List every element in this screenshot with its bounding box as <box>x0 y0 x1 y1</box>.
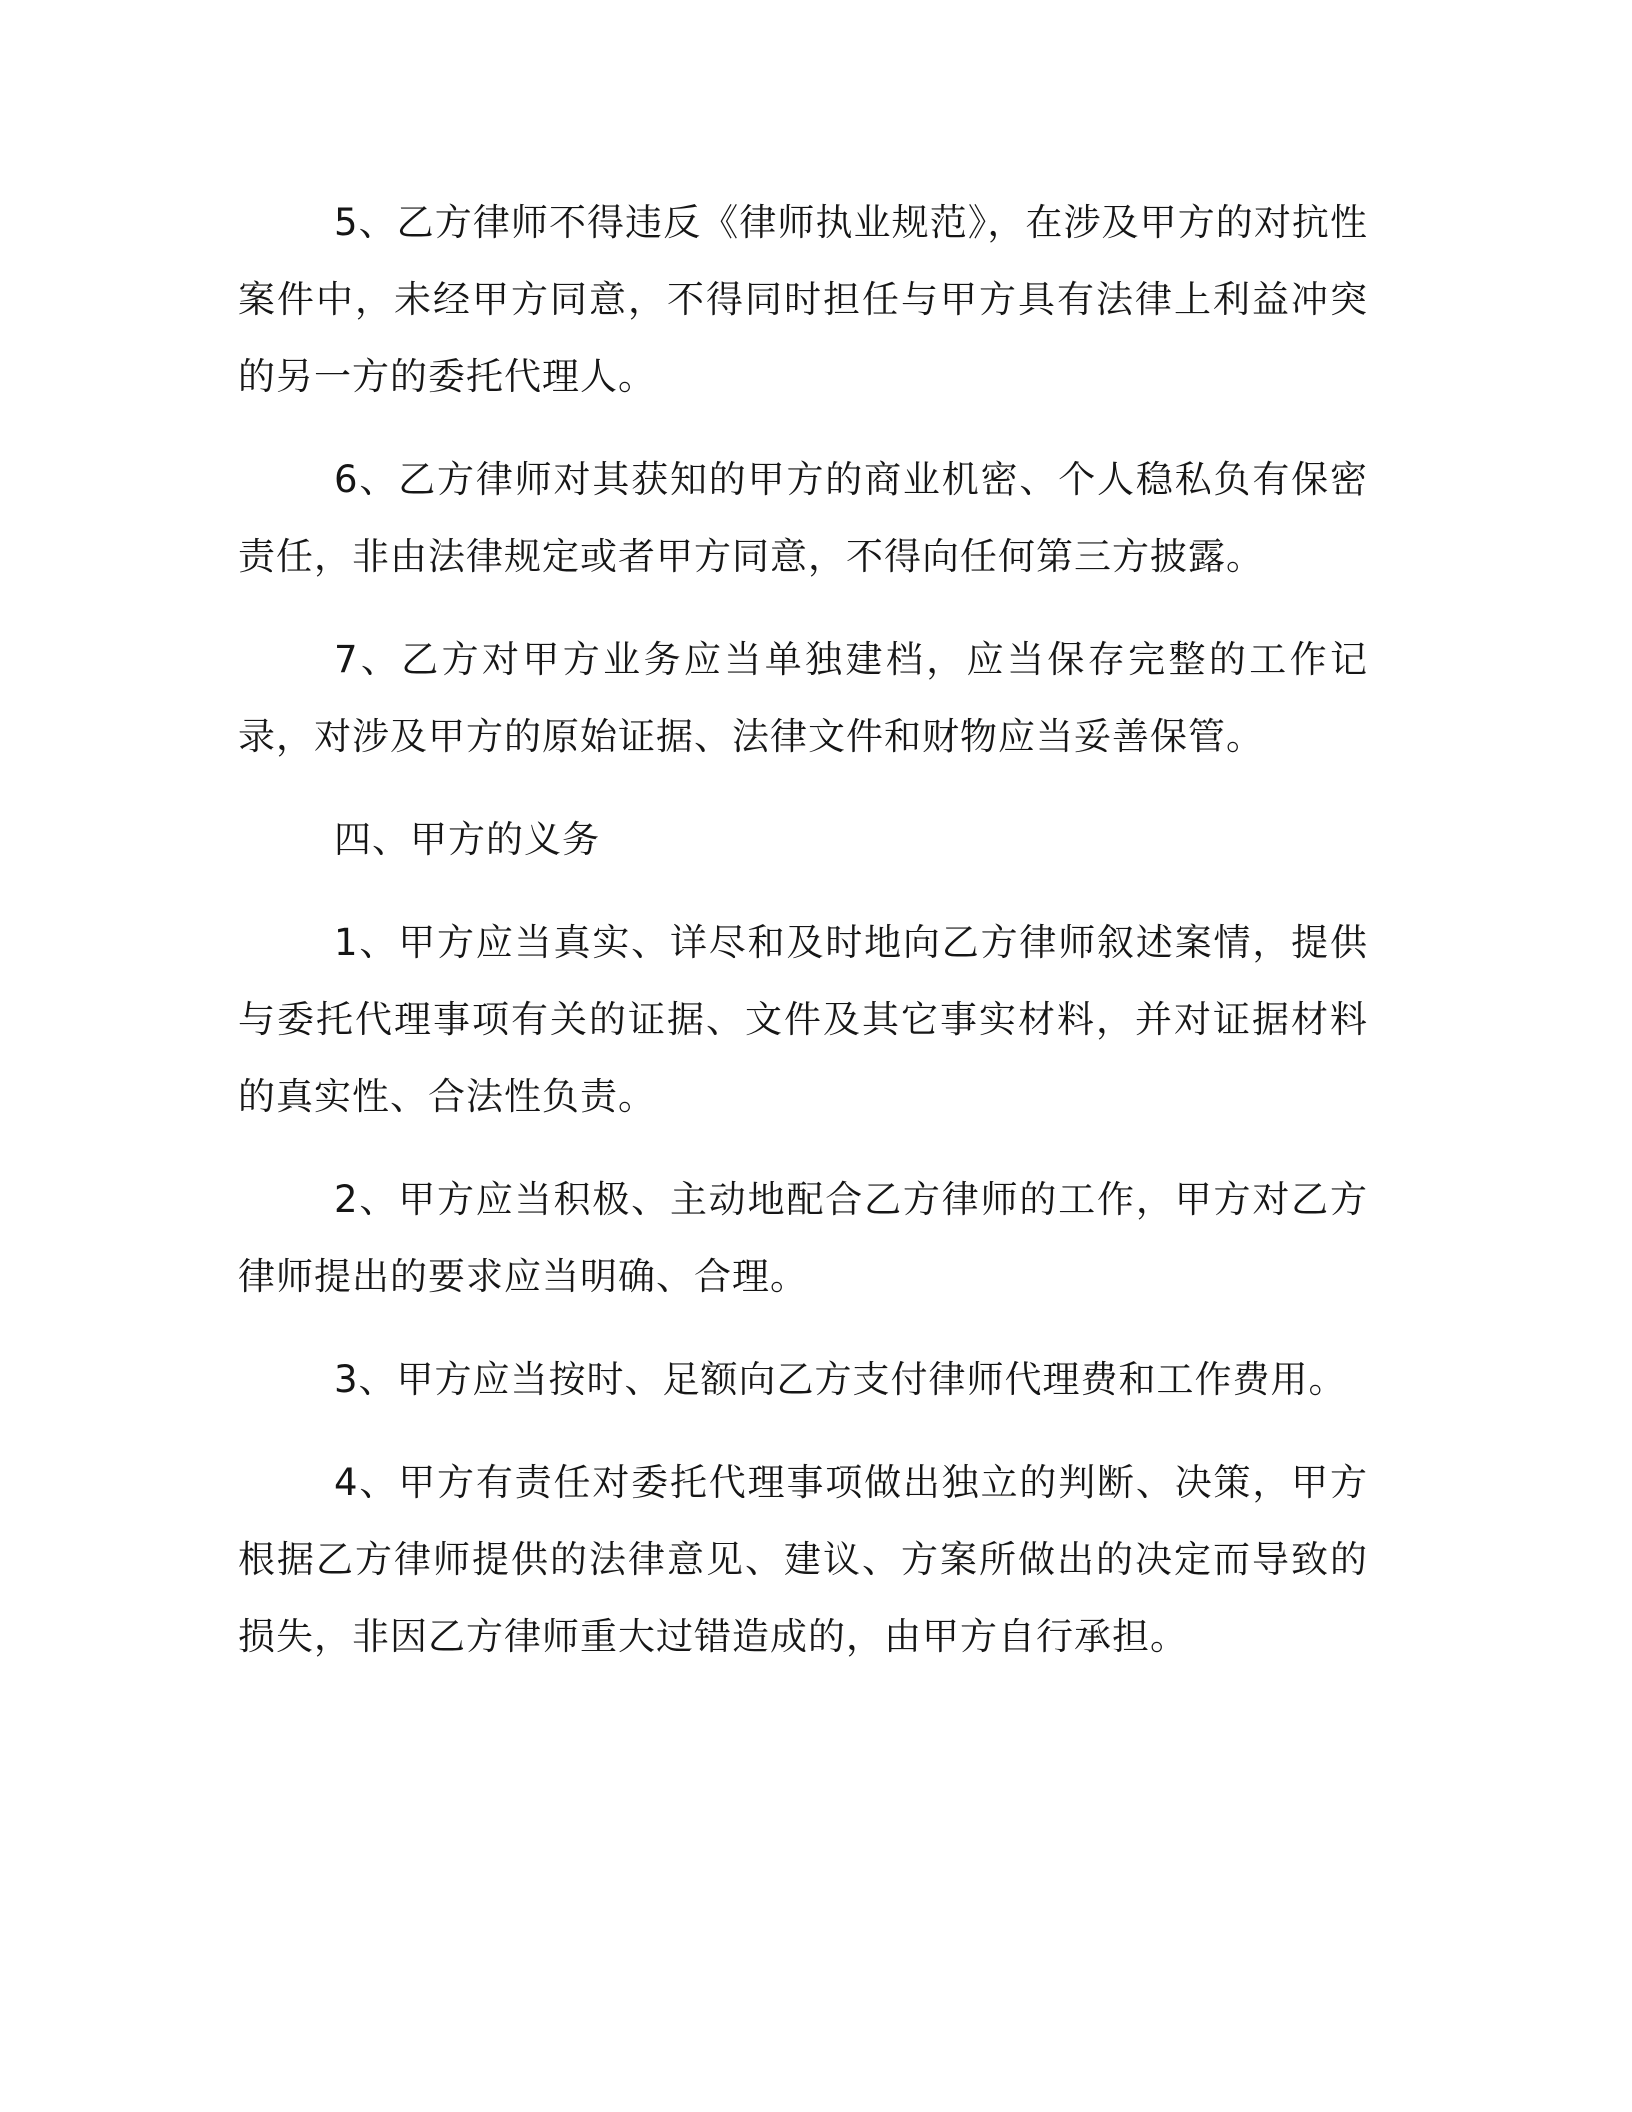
clause-7-paragraph: 7、乙方对甲方业务应当单独建档，应当保存完整的工作记录，对涉及甲方的原始证据、法律文件和财物应当妥善保管。 <box>238 638 1368 758</box>
obligation-3-paragraph: 3、甲方应当按时、足额向乙方支付律师代理费和工作费用。 <box>334 1358 1347 1401</box>
clause-5-paragraph: 5、乙方律师不得违反《律师执业规范》，在涉及甲方的对抗性案件中，未经甲方同意，不得同时担任与甲方具有法律上利益冲突的另一方的委托代理人。 <box>238 201 1368 398</box>
document-body <box>238 184 1368 1701</box>
clause-6-paragraph: 6、乙方律师对其获知的甲方的商业机密、个人稳私负有保密责任，非由法律规定或者甲方同意，不得向任何第三方披露。 <box>238 458 1368 578</box>
obligation-1-paragraph: 1、甲方应当真实、详尽和及时地向乙方律师叙述案情，提供与委托代理事项有关的证据、文件及其它事实材料，并对证据材料的真实性、合法性负责。 <box>238 921 1368 1118</box>
obligation-4-paragraph: 4、甲方有责任对委托代理事项做出独立的判断、决策，甲方根据乙方律师提供的法律意见、建议、方案所做出的决定而导致的损失，非因乙方律师重大过错造成的，由甲方自行承担。 <box>238 1461 1368 1658</box>
obligation-2-paragraph: 2、甲方应当积极、主动地配合乙方律师的工作，甲方对乙方律师提出的要求应当明确、合理。 <box>238 1178 1368 1298</box>
section-heading-party-a-obligations: 四、甲方的义务 <box>334 818 600 861</box>
